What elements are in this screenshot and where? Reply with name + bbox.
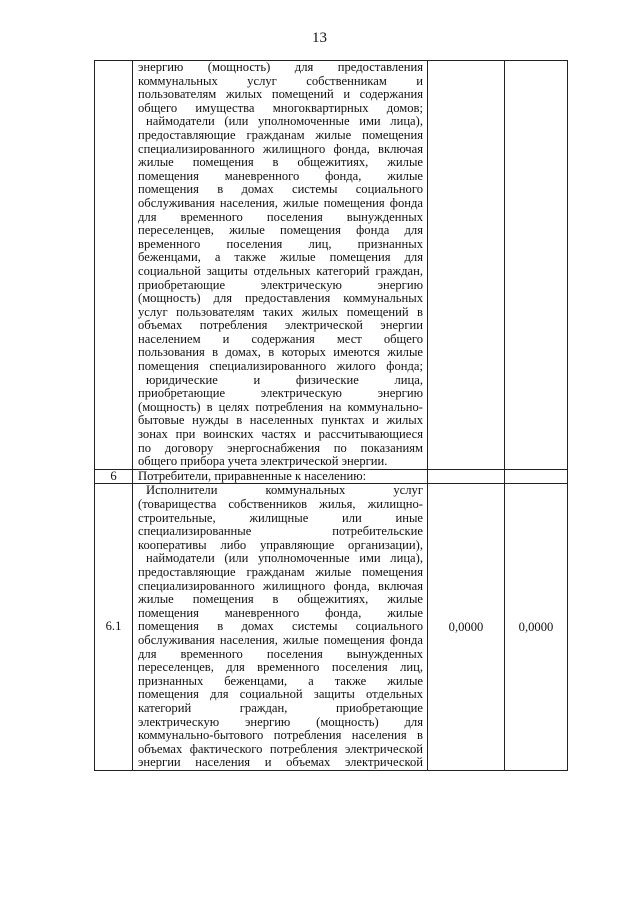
text-line: категорий граждан, приобретающие (138, 700, 423, 715)
text-line: помещения маневренного фонда, жилые (138, 168, 423, 183)
value-cell: 0,0000 (428, 484, 505, 770)
text-line: специализированные потребительские (138, 524, 423, 539)
text-line: для временного поселения вынужденных (138, 646, 423, 661)
description-text (133, 61, 427, 469)
text-line: бытовые нужды в населенных пунктах и жилых (138, 413, 423, 428)
text-line: помещения для социальной защиты отдельных (138, 687, 423, 702)
description-text: Потребители, приравненные к населению: (138, 468, 367, 483)
text-line: (мощность) для предоставления коммунальных (138, 291, 423, 306)
text-line: предоставляющие гражданам жилые помещения (138, 564, 423, 579)
text-line: электрическую энергию (мощность) для (138, 714, 423, 729)
row-number: 6.1 (95, 484, 133, 770)
text-line: пользования в домах, в которых имеются жилые (138, 345, 423, 360)
value-cell (505, 61, 568, 470)
value-cell (428, 61, 505, 470)
text-line: зонах при воинских частях и рассчитывающиеся (138, 427, 423, 442)
text-line: объемах фактического потребления электрической (138, 741, 423, 756)
text-line: населением и содержания мест общего (138, 331, 423, 346)
text-line: по договору энергоснабжения по показаниям (138, 440, 423, 455)
text-line: строительные, жилищные или иные (138, 510, 423, 525)
text-line: объемах потребления электрической энергии (138, 318, 423, 333)
table-row (95, 469, 568, 484)
table-row (95, 484, 568, 770)
text-line: помещения в домах системы социального (138, 619, 423, 634)
text-line: для временного поселения вынужденных (138, 209, 423, 224)
text-line: временного поселения лиц, признанных (138, 236, 423, 251)
page-number: 13 (312, 30, 327, 46)
text-line: жилые помещения в общежитиях, жилые (138, 592, 423, 607)
text-line: наймодатели (или уполномоченные ими лица), (146, 551, 423, 566)
text-line: специализированного жилищного фонда, включая (138, 578, 423, 593)
text-line: переселенцев, жилые помещения фонда для (138, 223, 423, 238)
text-line: Исполнители коммунальных услуг (146, 483, 423, 498)
row-description (133, 484, 428, 770)
text-line: кооперативы либо управляющие организации), (138, 537, 423, 552)
description-text (133, 484, 427, 769)
text-line: помещения маневренного фонда, жилые (138, 605, 423, 620)
row-description (133, 61, 428, 470)
text-line: специализированного жилищного фонда, включая (138, 141, 423, 156)
text-line: коммунальных услуг собственникам и (138, 73, 423, 88)
text-line: обслуживания населения, жилые помещения фонда (138, 632, 423, 647)
value-cell (428, 469, 505, 484)
text-line: общего прибора учета электрической энергии. (138, 454, 388, 469)
text-line: пользователям жилых помещений и содержания (138, 87, 423, 102)
text-line: помещения специализированного жилого фонда; (138, 359, 423, 374)
text-line: приобретающие электрическую энергию (138, 386, 423, 401)
text-line: услуг пользователям таких жилых помещений в (138, 304, 423, 319)
text-line: коммунально-бытового потребления населения в (138, 728, 423, 743)
text-line: помещения в домах системы социального (138, 182, 423, 197)
text-line: переселенцев, для временного поселения лиц, (138, 660, 423, 675)
text-line: энергию (мощность) для предоставления (138, 60, 423, 74)
text-line: (мощность) в целях потребления на коммунально- (138, 399, 423, 414)
text-line: наймодатели (или уполномоченные ими лица), (146, 114, 423, 129)
text-line: жилые помещения в общежитиях, жилые (138, 155, 423, 170)
text-line: признанных беженцами, а также жилые (138, 673, 423, 688)
text-line: общего имущества многоквартирных домов; (138, 100, 423, 115)
row-number: 6 (95, 469, 133, 484)
text-line: обслуживания населения, жилые помещения фонда (138, 195, 423, 210)
tariff-table (94, 60, 568, 771)
text-line: предоставляющие гражданам жилые помещения (138, 127, 423, 142)
value-cell (505, 469, 568, 484)
text-line: (товарищества собственников жилья, жилищно- (138, 497, 423, 511)
text-line: юридические и физические лица, (146, 372, 423, 387)
value-cell: 0,0000 (505, 484, 568, 770)
text-line: беженцами, а также жилые помещения для (138, 250, 423, 265)
text-line: энергии населения и объемах электрической (138, 755, 423, 770)
text-line: приобретающие электрическую энергию (138, 277, 423, 292)
row-number (95, 61, 133, 470)
row-description (133, 469, 428, 484)
table-row (95, 61, 568, 470)
text-line: социальной защиты отдельных категорий граждан, (138, 263, 423, 278)
